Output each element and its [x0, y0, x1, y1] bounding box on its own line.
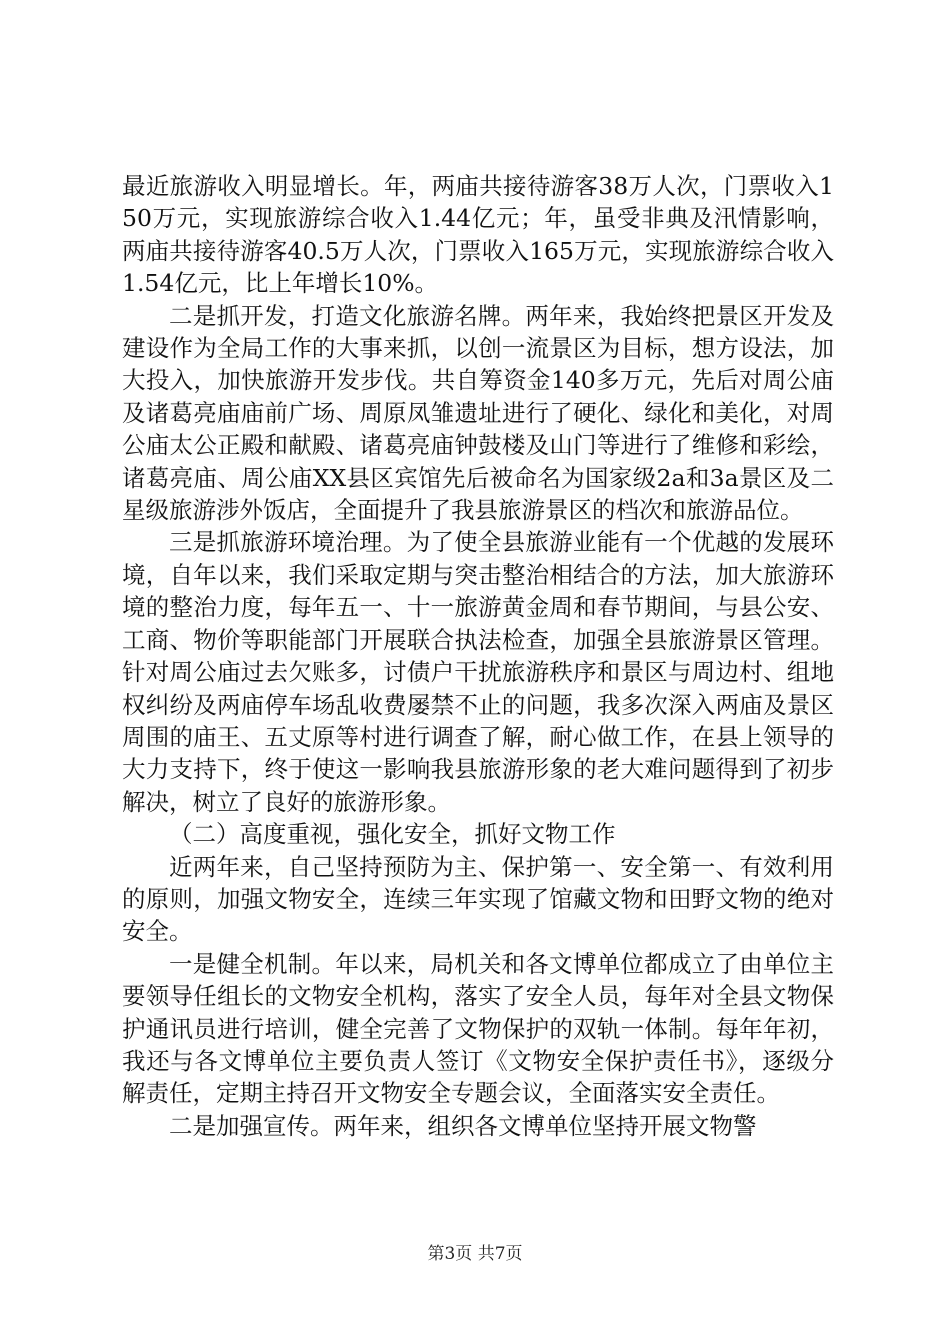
paragraph-publicity: 二是加强宣传。两年来，组织各文博单位坚持开展文物警 — [169, 1111, 757, 1140]
paragraph-development: 二是抓开发，打造文化旅游名牌。两年来，我始终把景区开发及建设作为全局工作的大事来抓，以创一流景区为目标，想方设法，加大投入，加快旅游开发步伐。共自筹资金140多万元，先后对周公庙及诸葛亮庙庙前广场、周原凤雏遗址进行了硬化、绿化和美化，对周公庙太公正殿和献殿、诸葛亮庙钟鼓楼及山门等进行了维修和彩绘，诸葛亮庙、周公庙XX县区宾馆先后被命名为国家级2a和3a景区及二星级旅游涉外饭店，全面提升了我县旅游景区的档次和旅游品位。 — [122, 301, 834, 525]
section-heading-relics: （二）高度重视，强化安全，抓好文物工作 — [169, 820, 616, 849]
page-number-footer: 第3页 共7页 — [427, 1244, 523, 1264]
paragraph-relics-intro: 近两年来，自己坚持预防为主、保护第一、安全第一、有效利用的原则，加强文物安全，连续三年实现了馆藏文物和田野文物的绝对安全。 — [122, 852, 834, 946]
document-body — [122, 170, 834, 1142]
paragraph-mechanism: 一是健全机制。年以来，局机关和各文博单位都成立了由单位主要领导任组长的文物安全机构，落实了安全人员，每年对全县文物保护通讯员进行培训，健全完善了文物保护的双轨一体制。每年年初，我还与各文博单位主要负责人签订《文物安全保护责任书》，逐级分解责任，定期主持召开文物安全专题会议，全面落实安全责任。 — [122, 949, 834, 1108]
paragraph-environment: 三是抓旅游环境治理。为了使全县旅游业能有一个优越的发展环境，自年以来，我们采取定期与突击整治相结合的方法，加大旅游环境的整治力度，每年五一、十一旅游黄金周和春节期间，与县公安、工商、物价等职能部门开展联合执法检查，加强全县旅游景区管理。针对周公庙过去欠账多，讨债户干扰旅游秩序和景区与周边村、组地权纠纷及两庙停车场乱收费屡禁不止的问题，我多次深入两庙及景区周围的庙王、五丈原等村进行调查了解，耐心做工作，在县上领导的大力支持下，终于使这一影响我县旅游形象的老大难问题得到了初步解决，树立了良好的旅游形象。 — [122, 528, 834, 816]
paragraph-tourism-income: 最近旅游收入明显增长。年，两庙共接待游客38万人次，门票收入150万元，实现旅游综合收入1.44亿元；年，虽受非典及汛情影响，两庙共接待游客40.5万人次，门票收入165万元，实现旅游综合收入1.54亿元，比上年增长10%。 — [122, 172, 834, 298]
